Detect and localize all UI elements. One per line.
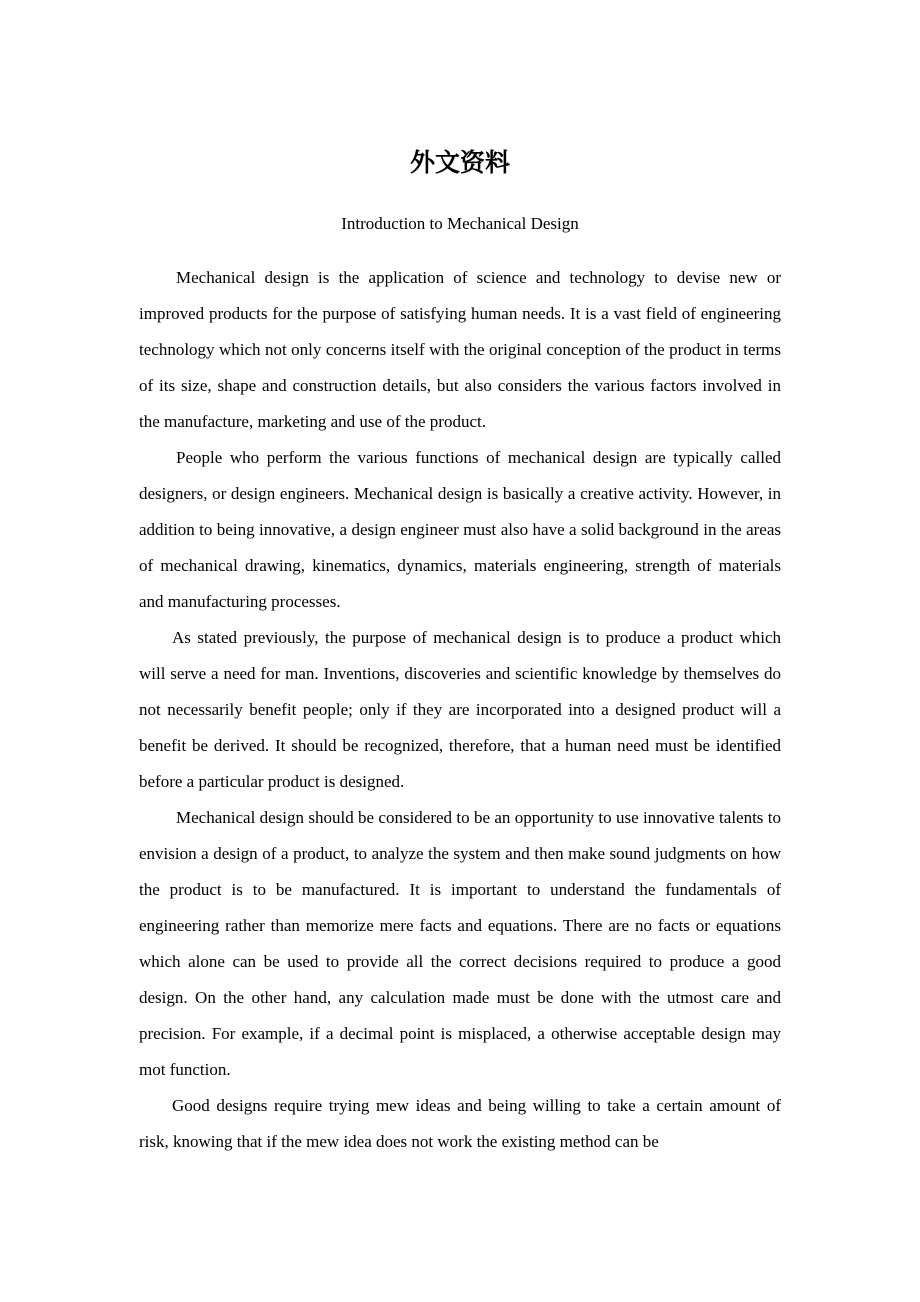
paragraph-3: As stated previously, the purpose of mechanical design is to produce a product which will serve a need for man. Inventions, discoveries and scientific knowledge by themselves do not necessarily benefit people; only if they are incorporated into a designed product will a benefit be derived. It should be recognized, therefore, that a human need must be identified before a particular product is designed. xyxy=(139,628,781,791)
document-title: 外文资料 xyxy=(409,148,510,177)
paragraph-4: Mechanical design should be considered to be an opportunity to use innovative talents to envision a design of a product, to analyze the system and then make sound judgments on how the product is to be manufactured. It is important to understand the fundamentals of engineering rather than memorize mere facts and equations. There are no facts or equations which alone can be used to provide all the correct decisions required to produce a good design. On the other hand, any calculation made must be done with the utmost care and precision. For example, if a decimal point is misplaced, a otherwise acceptable design may mot function. xyxy=(139,808,781,1079)
document-subtitle: Introduction to Mechanical Design xyxy=(341,214,579,233)
document-body xyxy=(139,260,781,1160)
paragraph-5: Good designs require trying mew ideas and being willing to take a certain amount of risk, knowing that if the mew idea does not work the existing method can be xyxy=(139,1096,781,1151)
paragraph-1: Mechanical design is the application of science and technology to devise new or improved products for the purpose of satisfying human needs. It is a vast field of engineering technology which not only concerns itself with the original conception of the product in terms of its size, shape and construction details, but also considers the various factors involved in the manufacture, marketing and use of the product. xyxy=(139,268,781,431)
paragraph-2: People who perform the various functions of mechanical design are typically called designers, or design engineers. Mechanical design is basically a creative activity. However, in addition to being innovative, a design engineer must also have a solid background in the areas of mechanical drawing, kinematics, dynamics, materials engineering, strength of materials and manufacturing processes. xyxy=(139,448,781,611)
